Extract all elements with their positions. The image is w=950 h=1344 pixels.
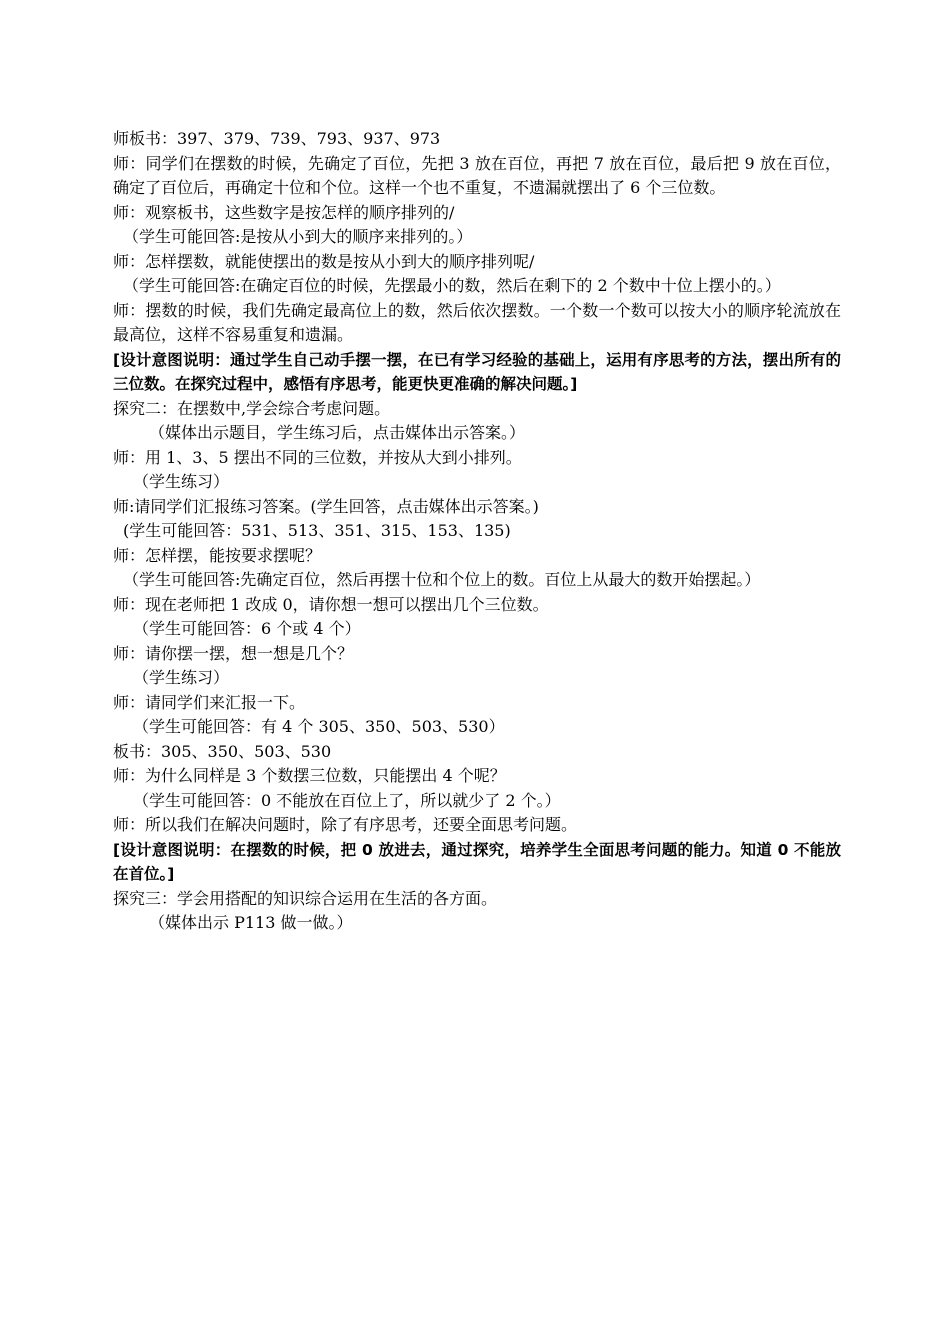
student-answer-7: （学生可能回答：0 不能放在百位上了，所以就少了 2 个。）	[133, 790, 561, 810]
board-writing-1: 师板书：397、379、739、793、937、973	[113, 129, 441, 148]
teacher-question-4: 师：请你摆一摆，想一想是几个？	[113, 643, 354, 663]
media-note-1: （媒体出示题目，学生练习后，点击媒体出示答案。）	[149, 423, 526, 442]
student-practice-2: （学生练习）	[133, 668, 230, 687]
design-intent-1: [设计意图说明：通过学生自己动手摆一摆，在已有学习经验的基础上，运用有序思考的方法，摆出所有的三位数。在探究过程中，感悟有序思考，能更快更准确的解决问题。]	[113, 350, 841, 393]
student-answer-6: （学生可能回答：有 4 个 305、350、503、530）	[133, 717, 505, 736]
student-practice-1: （学生练习）	[133, 472, 230, 491]
design-intent-2: [设计意图说明：在摆数的时候，把 0 放进去，通过探究，培养学生全面思考问题的能力。知道 0 不能放在首位。]	[113, 840, 841, 883]
student-answer-5: （学生可能回答：6 个或 4 个）	[133, 619, 361, 638]
teacher-explanation-2: 师：摆数的时候，我们先确定最高位上的数，然后依次摆数。一个数一个数可以按大小的顺序轮流放在最高位，这样不容易重复和遗漏。	[113, 300, 841, 344]
teacher-question-2: 师：怎样摆数，就能使摆出的数是按从小到大的顺序排列呢/	[113, 251, 535, 271]
media-note-2: （媒体出示 P113 做一做。）	[149, 913, 353, 932]
student-answer-2: （学生可能回答:在确定百位的时候，先摆最小的数，然后在剩下的 2 个数中十位上摆小的。）	[123, 276, 781, 295]
student-answer-4: （学生可能回答:先确定百位，然后再摆十位和个位上的数。百位上从最大的数开始摆起。）	[123, 570, 761, 589]
teacher-question-3: 师：怎样摆，能按要求摆呢？	[113, 545, 322, 565]
student-answer-1: （学生可能回答:是按从小到大的顺序来排列的。）	[123, 227, 473, 246]
teacher-question-1: 师：观察板书，这些数字是按怎样的顺序排列的/	[113, 202, 455, 222]
teacher-question-5: 师：为什么同样是 3 个数摆三位数，只能摆出 4 个呢？	[113, 766, 506, 785]
teacher-task-1: 师：用 1、3、5 摆出不同的三位数，并按从大到小排列。	[113, 447, 522, 467]
teacher-summary: 师：所以我们在解决问题时，除了有序思考，还要全面思考问题。	[113, 815, 578, 834]
teacher-request-2: 师：请同学们来汇报一下。	[113, 692, 306, 712]
section-heading-3: 探究三：学会用搭配的知识综合运用在生活的各方面。	[113, 888, 498, 908]
document-body	[113, 127, 841, 936]
student-answer-3: (学生可能回答：531、513、351、315、153、135)	[123, 521, 511, 540]
teacher-request-1: 师:请同学们汇报练习答案。(学生回答，点击媒体出示答案。)	[113, 496, 539, 516]
section-heading-2: 探究二：在摆数中,学会综合考虑问题。	[113, 398, 391, 418]
board-writing-2: 板书：305、350、503、530	[113, 741, 332, 761]
teacher-explanation-1: 师：同学们在摆数的时候，先确定了百位，先把 3 放在百位，再把 7 放在百位，最后把 9 放在百位，确定了百位后，再确定十位和个位。这样一个也不重复，不遗漏就摆出了 6 个三位数。	[113, 153, 841, 197]
teacher-task-2: 师：现在老师把 1 改成 0，请你想一想可以摆出几个三位数。	[113, 594, 549, 614]
